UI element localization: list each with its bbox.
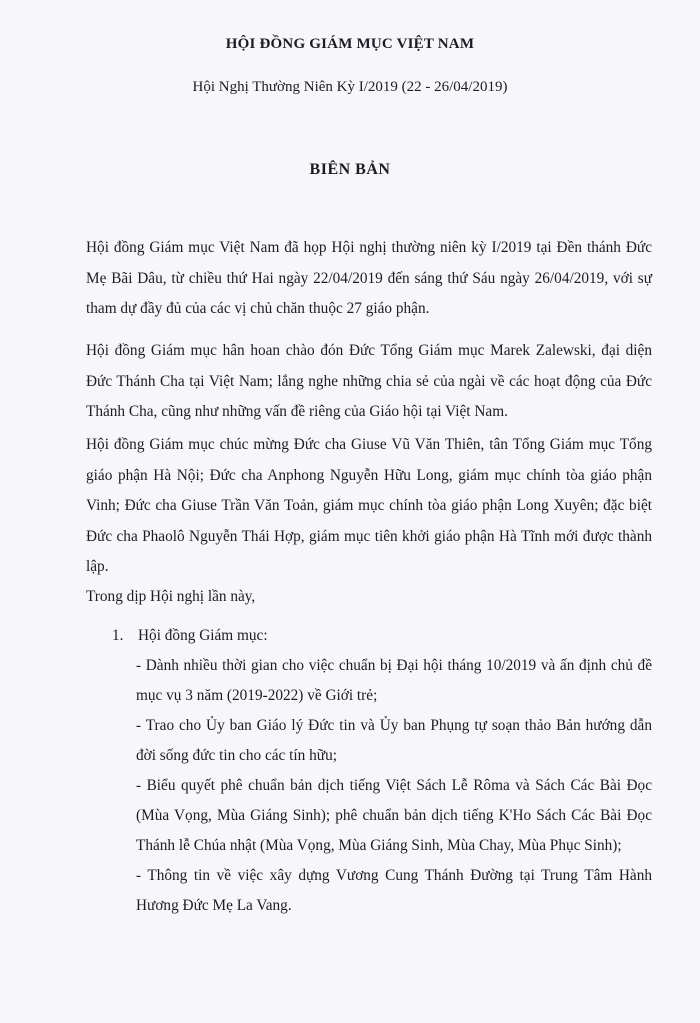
list-subitem: - Biểu quyết phê chuẩn bản dịch tiếng Việt Sách Lễ Rôma và Sách Các Bài Đọc (Mùa Vọng, Mùa Giáng Sinh); phê chuẩn bản dịch tiếng K'Ho Sách Các Bài Đọc Thánh lễ Chúa nhật (Mùa Vọng, Mùa Giáng Sinh, Mùa Chay, Mùa Phục Sinh); [136,777,652,854]
list-subitem: - Dành nhiều thời gian cho việc chuẩn bị Đại hội tháng 10/2019 và ấn định chủ đề mục vụ 3 năm (2019-2022) về Giới trẻ; [136,657,652,704]
session-subtitle: Hội Nghị Thường Niên Kỳ I/2019 (22 - 26/04/2019) [192,79,508,95]
list-number: 1. [112,627,124,644]
paragraph-welcome: Hội đồng Giám mục hân hoan chào đón Đức Tổng Giám mục Marek Zalewski, đại diện Đức Thánh Cha tại Việt Nam; lắng nghe những chia sẻ của ngài về các hoạt động của Đức Thánh Cha, cũng như những vấn đề riêng của Giáo hội tại Việt Nam. [86,342,652,420]
document-title: BIÊN BẢN [309,161,391,178]
paragraph-occasion: Trong dịp Hội nghị lần này, [86,588,256,605]
resolution-list [112,621,652,921]
paragraph-intro: Hội đồng Giám mục Việt Nam đã họp Hội nghị thường niên kỳ I/2019 tại Đền thánh Đức Mẹ Bãi Dâu, từ chiều thứ Hai ngày 22/04/2019 đến sáng thứ Sáu ngày 26/04/2019, với sự tham dự đầy đủ của các vị chủ chăn thuộc 27 giáo phận. [86,239,652,317]
list-subitem: - Thông tin về việc xây dựng Vương Cung Thánh Đường tại Trung Tâm Hành Hương Đức Mẹ La Vang. [136,867,652,914]
list-subitem: - Trao cho Ủy ban Giáo lý Đức tin và Ủy ban Phụng tự soạn thảo Bản hướng dẫn đời sống đức tin cho các tín hữu; [136,717,652,764]
list-item-heading [112,621,652,651]
list-heading-text: Hội đồng Giám mục: [138,627,268,644]
organization-heading: HỘI ĐỒNG GIÁM MỤC VIỆT NAM [225,36,475,52]
paragraph-congratulations: Hội đồng Giám mục chúc mừng Đức cha Giuse Vũ Văn Thiên, tân Tổng Giám mục Tổng giáo phận Hà Nội; Đức cha Anphong Nguyễn Hữu Long, giám mục chính tòa giáo phận Vinh; Đức cha Giuse Trần Văn Toản, giám mục chính tòa giáo phận Long Xuyên; đặc biệt Đức cha Phaolô Nguyễn Thái Hợp, giám mục tiên khởi giáo phận Hà Tĩnh mới được thành lập. [86,436,652,575]
